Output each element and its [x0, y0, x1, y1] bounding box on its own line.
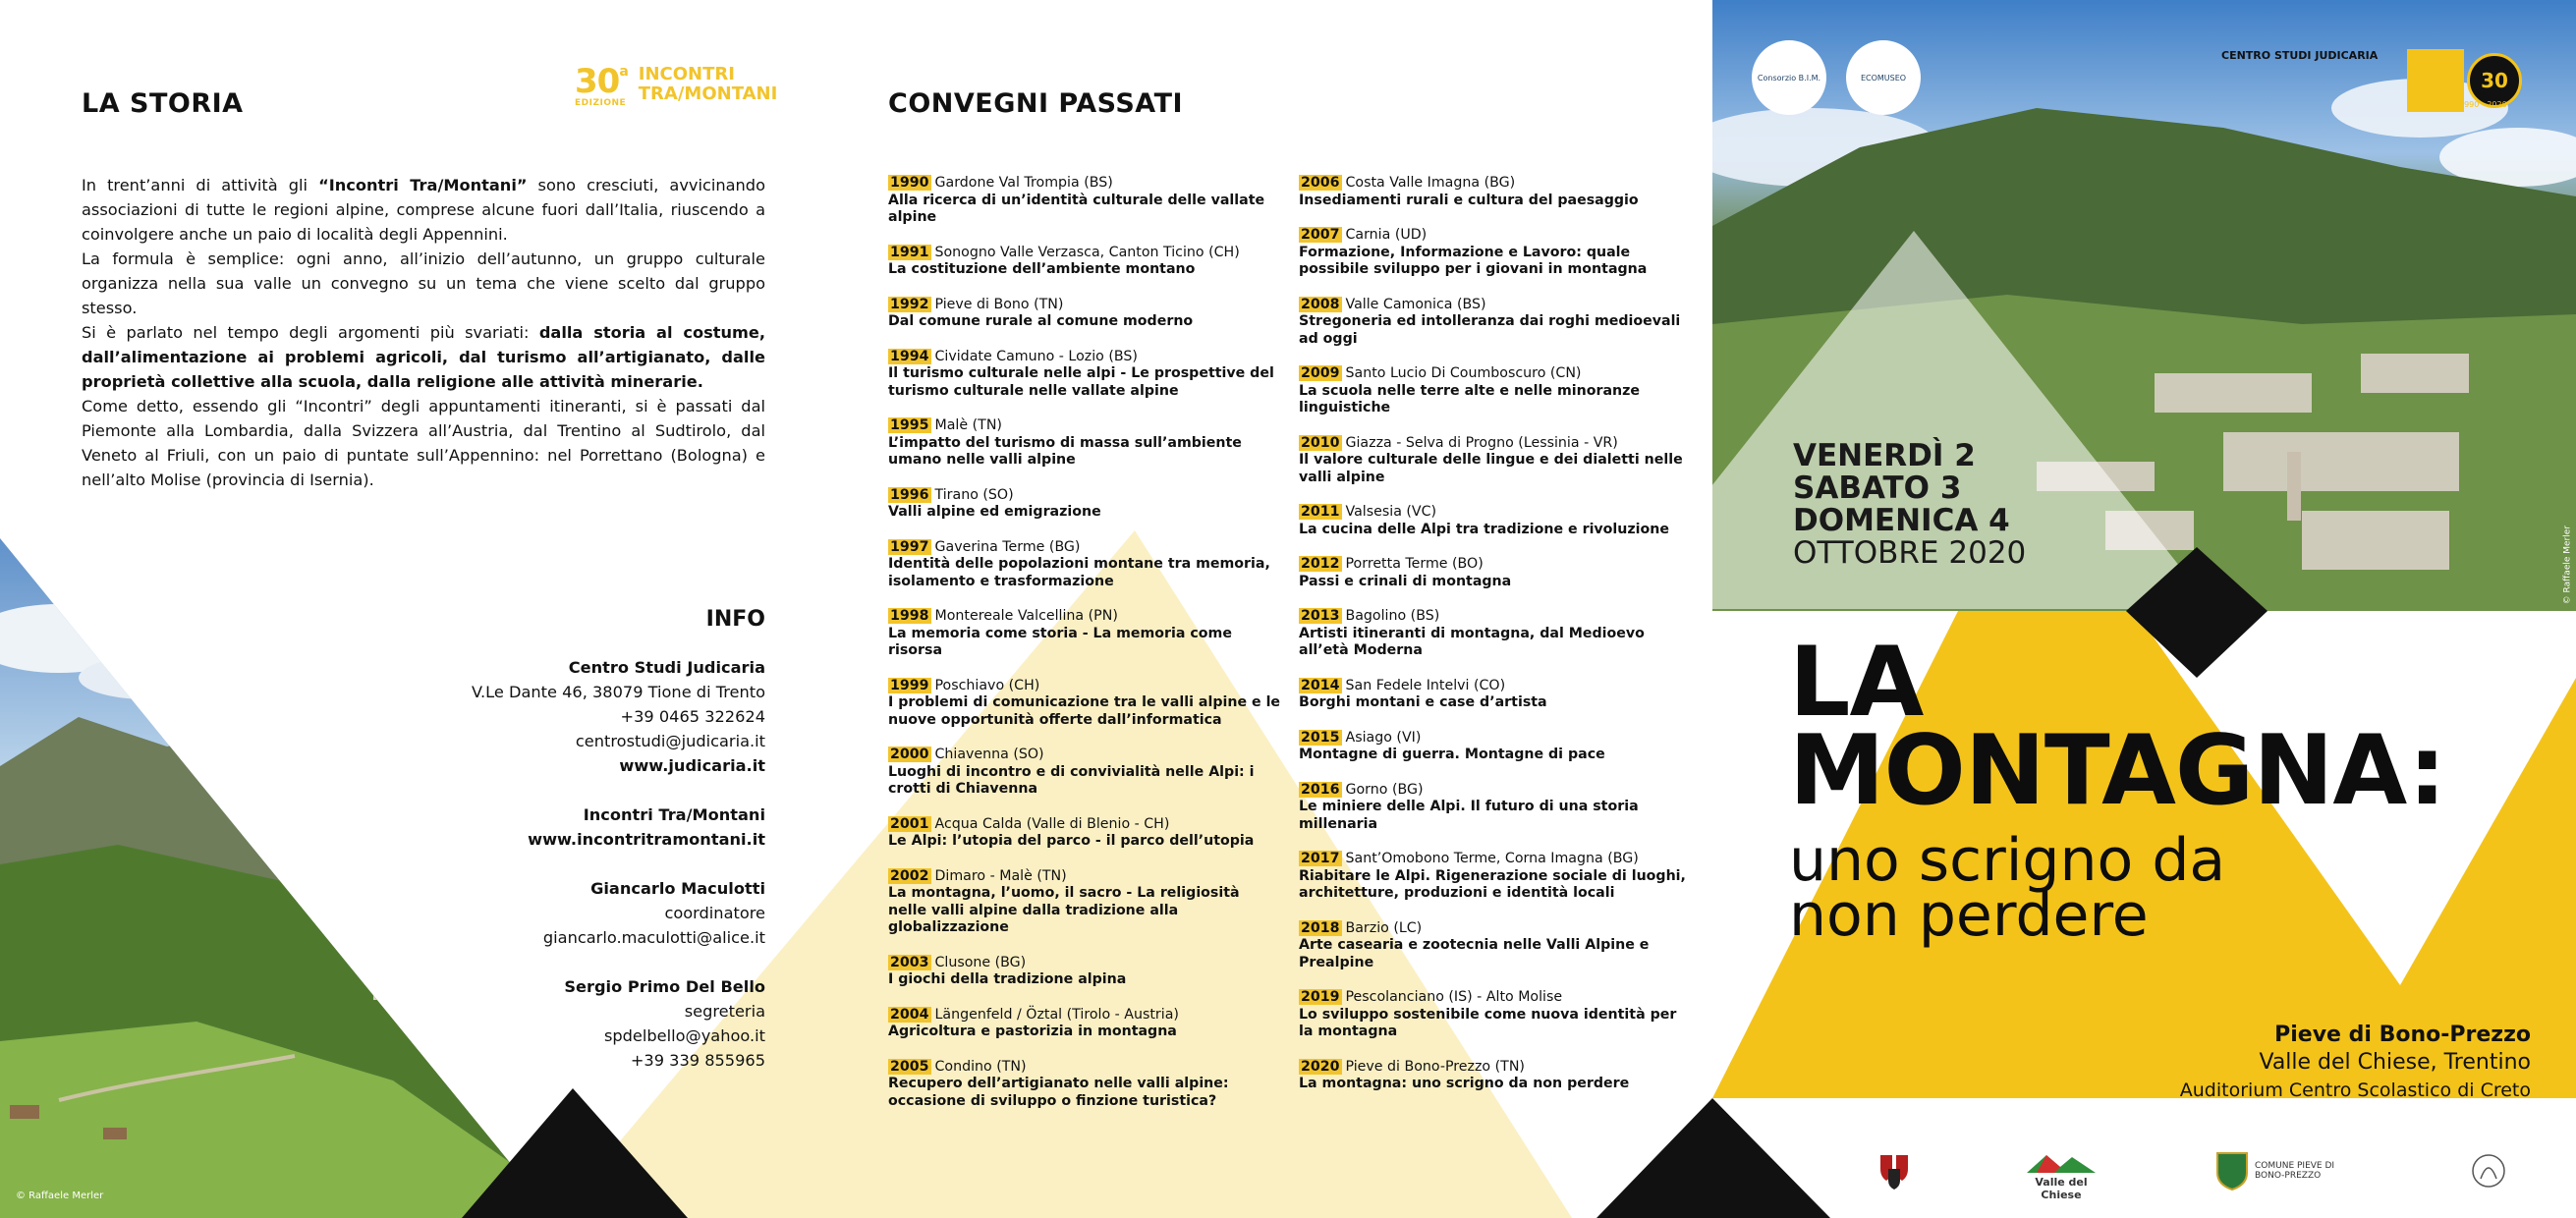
convegno-place: Pieve di Bono-Prezzo (TN)	[1345, 1058, 1525, 1075]
convegno-place: Cividate Camuno - Lozio (BS)	[934, 348, 1138, 364]
info-person-name: Sergio Primo Del Bello	[564, 977, 765, 996]
convegno-place: Bagolino (BS)	[1345, 608, 1440, 624]
venue-region: Valle del Chiese, Trentino	[2259, 1050, 2531, 1075]
convegno-title: La cucina delle Alpi tra tradizione e rivoluzione	[1299, 521, 1669, 537]
panel-convegni	[855, 0, 1712, 1218]
venue-town: Pieve di Bono-Prezzo	[2274, 1023, 2531, 1047]
logo-rete-riserve	[2459, 1151, 2518, 1193]
convegno-place: Sonogno Valle Verzasca, Canton Ticino (CH)	[934, 244, 1240, 260]
convegno-year: 1991	[890, 244, 929, 260]
edition-name: INCONTRI TRA/MONTANI	[638, 64, 778, 104]
convegno-place: Condino (TN)	[934, 1058, 1027, 1075]
convegno-item	[1299, 175, 1692, 209]
convegno-place: Valle Camonica (BS)	[1345, 296, 1486, 312]
convegno-place: Giazza - Selva di Progno (Lessinia - VR)	[1345, 434, 1618, 451]
logo-incontri-square	[2407, 49, 2464, 112]
convegno-item	[1299, 730, 1692, 764]
convegno-year: 1995	[890, 417, 929, 433]
convegno-title: Il valore culturale delle lingue e dei dialetti nelle valli alpine	[1299, 452, 1683, 485]
convegno-place: Längenfeld / Öztal (Tirolo - Austria)	[934, 1006, 1179, 1023]
convegno-item	[888, 955, 1281, 989]
convegno-title: Montagne di guerra. Montagne di pace	[1299, 747, 1605, 762]
convegno-place: Carnia (UD)	[1345, 227, 1428, 243]
convegno-title: Formazione, Informazione e Lavoro: quale possibile sviluppo per i giovani in montagna	[1299, 244, 1648, 277]
convegno-item	[1299, 365, 1692, 417]
convegno-place: Gaverina Terme (BG)	[934, 538, 1081, 555]
convegno-title: Valli alpine ed emigrazione	[888, 504, 1101, 520]
convegno-title: La scuola nelle terre alte e nelle minoranze linguistiche	[1299, 382, 1640, 415]
convegno-year: 1990	[890, 175, 929, 191]
convegno-year: 2008	[1301, 296, 1340, 312]
convegno-title: Stregoneria ed intolleranza dai roghi medioevali ad oggi	[1299, 313, 1681, 347]
logo-ecomuseo: ECOMUSEO	[1846, 40, 1921, 115]
convegno-title: Le miniere delle Alpi. Il futuro di una storia millenaria	[1299, 799, 1639, 832]
convegno-title: L’impatto del turismo di massa sull’ambiente umano nelle valli alpine	[888, 434, 1242, 468]
convegno-title: Identità delle popolazioni montane tra memoria, isolamento e trasformazione	[888, 556, 1270, 589]
convegno-year: 2019	[1301, 989, 1340, 1005]
convegno-place: Montereale Valcellina (PN)	[934, 608, 1118, 624]
storia-paragraph: Si è parlato nel tempo degli argomenti più svariati: dalla storia al costume, dall’alimentazione ai problemi agricoli, dal turismo all’artigianato, dalle proprietà collettive alla scuola, dalla religione alle attività minerarie.	[82, 323, 766, 391]
logo-bim: Consorzio B.I.M.	[1752, 40, 1826, 115]
convegno-year: 2004	[890, 1006, 929, 1023]
convegno-place: Dimaro - Malè (TN)	[934, 867, 1067, 884]
edition-badge	[575, 62, 778, 124]
info-website[interactable]: www.incontritramontani.it	[528, 830, 765, 849]
info-website[interactable]: www.judicaria.it	[619, 756, 765, 775]
convegno-place: Pieve di Bono (TN)	[934, 296, 1064, 312]
convegno-year: 2012	[1301, 556, 1340, 572]
logo-valle-del-chiese: Valle del Chiese	[2017, 1151, 2105, 1201]
anniversary-years: 1990 - 2020	[2459, 100, 2507, 109]
logo-judicaria: CENTRO STUDI JUDICARIA	[2221, 49, 2379, 62]
date-line: OTTOBRE 2020	[1793, 535, 2027, 571]
convegno-item	[888, 816, 1281, 851]
info-phone: +39 0465 322624	[620, 707, 765, 726]
convegno-place: Chiavenna (SO)	[934, 747, 1044, 762]
convegno-item	[888, 868, 1281, 937]
info-address: V.Le Dante 46, 38079 Tione di Trento	[472, 683, 765, 701]
convegno-year: 2003	[890, 954, 929, 970]
convegno-year: 1996	[890, 486, 929, 503]
event-dates	[1793, 440, 2026, 570]
convegno-title: Alla ricerca di un’identità culturale delle vallate alpine	[888, 192, 1265, 225]
edition-sup: a	[619, 64, 629, 80]
convegno-title: La memoria come storia - La memoria come risorsa	[888, 625, 1232, 658]
convegno-year: 2015	[1301, 729, 1340, 746]
edition-badge-cover: 30 a EDIZIONE INCONTRI TRA/MONTANI	[2345, 648, 2548, 694]
info-phone: +39 339 855965	[630, 1051, 765, 1070]
convegno-year: 2005	[890, 1058, 929, 1075]
convegno-item	[888, 175, 1281, 227]
convegno-place: Gorno (BG)	[1345, 781, 1424, 798]
convegno-item	[888, 539, 1281, 591]
storia-paragraph: In trent’anni di attività gli “Incontri Tra/Montani” sono cresciuti, avvicinando associazioni di tutte le regioni alpine, comprese alcune fuori dall’Italia, riuscendo a coinvolgere anche un paio di località degli Appennini.	[82, 176, 765, 244]
venue-location: Auditorium Centro Scolastico di Creto	[2179, 1080, 2531, 1101]
storia-paragraph: Come detto, essendo gli “Incontri” degli appuntamenti itineranti, si è passati dal Piemonte alla Lombardia, dalla Svizzera all’Austria, dal Trentino al Sudtirolo, dal Veneto al Friuli, con un paio di puntate sull’Appennino: nel Porrettano (Bologna) e nell’alto Molise (provincia di Isernia).	[82, 397, 765, 489]
convegno-year: 1998	[890, 608, 929, 624]
convegno-item	[1299, 227, 1692, 279]
convegno-title: I giochi della tradizione alpina	[888, 971, 1127, 987]
info-group-centro-studi	[254, 655, 765, 778]
convegno-year: 2010	[1301, 434, 1340, 451]
convegno-title: Riabitare le Alpi. Rigenerazione sociale di luoghi, architetture, produzioni e identità locali	[1299, 867, 1686, 901]
convegno-year: 2011	[1301, 504, 1340, 520]
convegno-item	[1299, 851, 1692, 903]
convegno-item	[888, 297, 1281, 331]
convegno-year: 2006	[1301, 175, 1340, 191]
convegno-place: Gardone Val Trompia (BS)	[934, 175, 1113, 191]
convegno-item	[888, 678, 1281, 730]
info-org-name: Incontri Tra/Montani	[583, 805, 765, 824]
main-title: LA MONTAGNA:	[1789, 627, 2446, 827]
date-line: SABATO 3	[1793, 471, 1962, 506]
convegno-item	[1299, 1059, 1692, 1093]
convegno-year: 2018	[1301, 919, 1340, 936]
date-line: DOMENICA 4	[1793, 503, 2010, 538]
info-email[interactable]: giancarlo.maculotti@alice.it	[542, 928, 765, 947]
storia-paragraph: La formula è semplice: ogni anno, all’inizio dell’autunno, un gruppo culturale organizza nella sua valle un convegno su un tema che viene scelto dal gruppo stesso.	[82, 249, 765, 317]
convegno-year: 2000	[890, 747, 929, 762]
convegno-year: 2020	[1301, 1058, 1340, 1075]
convegno-place: Tirano (SO)	[934, 486, 1014, 503]
convegni-title: CONVEGNI PASSATI	[888, 88, 1184, 119]
convegno-place: Santo Lucio Di Coumboscuro (CN)	[1345, 365, 1582, 381]
info-group-coordinatore	[254, 876, 765, 950]
convegno-year: 1992	[890, 296, 929, 312]
convegno-item	[888, 349, 1281, 401]
convegno-item	[1299, 608, 1692, 660]
convegno-item	[1299, 556, 1692, 590]
info-email[interactable]: centrostudi@judicaria.it	[575, 732, 765, 750]
convegno-place: Porretta Terme (BO)	[1345, 556, 1484, 572]
info-org-name: Centro Studi Judicaria	[568, 658, 765, 677]
convegno-item	[1299, 989, 1692, 1041]
convegno-item	[888, 487, 1281, 522]
panel-storia	[0, 0, 855, 1218]
info-title: INFO	[705, 607, 765, 632]
panel-cover	[1712, 0, 2576, 1218]
info-block	[254, 607, 765, 1097]
convegno-place: Malè (TN)	[934, 417, 1002, 433]
convegno-title: Le Alpi: l’utopia del parco - il parco dell’utopia	[888, 833, 1255, 849]
date-line: VENERDÌ 2	[1793, 438, 1976, 473]
convegno-item	[1299, 297, 1692, 349]
edition-number: 30	[575, 62, 620, 101]
convegno-title: Agricoltura e pastorizia in montagna	[888, 1024, 1177, 1039]
convegno-place: Valsesia (VC)	[1345, 504, 1437, 520]
info-person-name: Giancarlo Maculotti	[590, 879, 765, 898]
convegno-place: Asiago (VI)	[1345, 729, 1422, 746]
convegno-item	[1299, 504, 1692, 538]
convegno-year: 1999	[890, 677, 929, 693]
convegno-title: Luoghi di incontro e di convivialità nelle Alpi: i crotti di Chiavenna	[888, 763, 1255, 797]
convegno-title: Borghi montani e case d’artista	[1299, 694, 1547, 710]
convegno-title: Dal comune rurale al comune moderno	[888, 313, 1194, 329]
convegno-item	[888, 417, 1281, 470]
shield-icon	[2215, 1151, 2249, 1190]
convegno-year: 2002	[890, 867, 929, 884]
convegno-year: 1997	[890, 538, 929, 555]
convegno-year: 2009	[1301, 365, 1340, 381]
convegno-item	[888, 245, 1281, 279]
convegno-title: La costituzione dell’ambiente montano	[888, 261, 1196, 277]
edition-label: EDIZIONE	[575, 98, 627, 108]
convegno-title: Lo sviluppo sostenibile come nuova identità per la montagna	[1299, 1006, 1677, 1039]
convegno-place: Barzio (LC)	[1345, 919, 1423, 936]
convegno-year: 1994	[890, 348, 929, 364]
convegno-item	[888, 1007, 1281, 1041]
convegno-place: Sant’Omobono Terme, Corna Imagna (BG)	[1345, 851, 1639, 866]
convegno-year: 2013	[1301, 608, 1340, 624]
convegno-title: La montagna, l’uomo, il sacro - La religiosità nelle valli alpine dalla tradizione alla globalizzazione	[888, 885, 1240, 935]
convegno-place: Clusone (BG)	[934, 954, 1027, 970]
venue	[2180, 1022, 2531, 1104]
storia-text	[82, 173, 765, 492]
convegno-year: 2001	[890, 815, 929, 832]
photo-credit: © Raffaele Merler	[16, 1190, 104, 1201]
convegno-year: 2016	[1301, 781, 1340, 798]
convegno-item	[1299, 782, 1692, 834]
photo-credit: © Raffaele Merler	[2562, 526, 2572, 605]
convegno-title: Il turismo culturale nelle alpi - Le prospettive del turismo culturale nelle vallate alpine	[888, 365, 1274, 399]
logo-comune: COMUNE PIEVE DI BONO-PREZZO	[2215, 1151, 2373, 1190]
flower-icon	[2469, 1151, 2508, 1190]
info-group-segreteria	[254, 974, 765, 1073]
coat-of-arms-icon	[1875, 1151, 1914, 1190]
info-email[interactable]: spdelbello@yahoo.it	[603, 1026, 765, 1045]
convegni-column-1	[888, 175, 1281, 1128]
convegno-place: Costa Valle Imagna (BG)	[1345, 175, 1516, 191]
convegno-item	[1299, 678, 1692, 712]
convegno-year: 2014	[1301, 677, 1340, 693]
convegno-item	[888, 608, 1281, 660]
convegno-place: San Fedele Intelvi (CO)	[1345, 677, 1506, 693]
convegno-year: 2007	[1301, 227, 1340, 243]
convegno-title: Artisti itineranti di montagna, dal Medioevo all’età Moderna	[1299, 625, 1645, 658]
subtitle: uno scrigno da non perdere	[1789, 826, 2226, 950]
convegni-column-2	[1299, 175, 1692, 1111]
convegno-title: Arte casearia e zootecnia nelle Valli Alpine e Prealpine	[1299, 937, 1650, 970]
info-role: segreteria	[684, 1002, 765, 1021]
storia-title: LA STORIA	[82, 88, 244, 119]
convegno-title: La montagna: uno scrigno da non perdere	[1299, 1076, 1630, 1091]
logo-anniversary: 30	[2467, 53, 2522, 108]
convegno-title: Recupero dell’artigianato nelle valli alpine: occasione di sviluppo o finzione turistica?	[888, 1076, 1229, 1109]
convegno-title: Passi e crinali di montagna	[1299, 573, 1512, 589]
convegno-item	[1299, 920, 1692, 972]
convegno-item	[1299, 435, 1692, 487]
convegno-year: 2017	[1301, 851, 1340, 866]
convegno-place: Poschiavo (CH)	[934, 677, 1040, 693]
convegno-place: Pescolanciano (IS) - Alto Molise	[1345, 989, 1563, 1005]
convegno-place: Acqua Calda (Valle di Blenio - CH)	[934, 815, 1170, 832]
black-triangle	[1596, 1098, 1712, 1218]
info-role: coordinatore	[664, 904, 765, 922]
convegno-item	[888, 747, 1281, 799]
convegno-item	[888, 1059, 1281, 1111]
convegno-title: Insediamenti rurali e cultura del paesaggio	[1299, 192, 1639, 208]
info-group-incontri	[254, 803, 765, 852]
convegno-title: I problemi di comunicazione tra le valli alpine e le nuove opportunità offerte dall’informatica	[888, 694, 1281, 728]
